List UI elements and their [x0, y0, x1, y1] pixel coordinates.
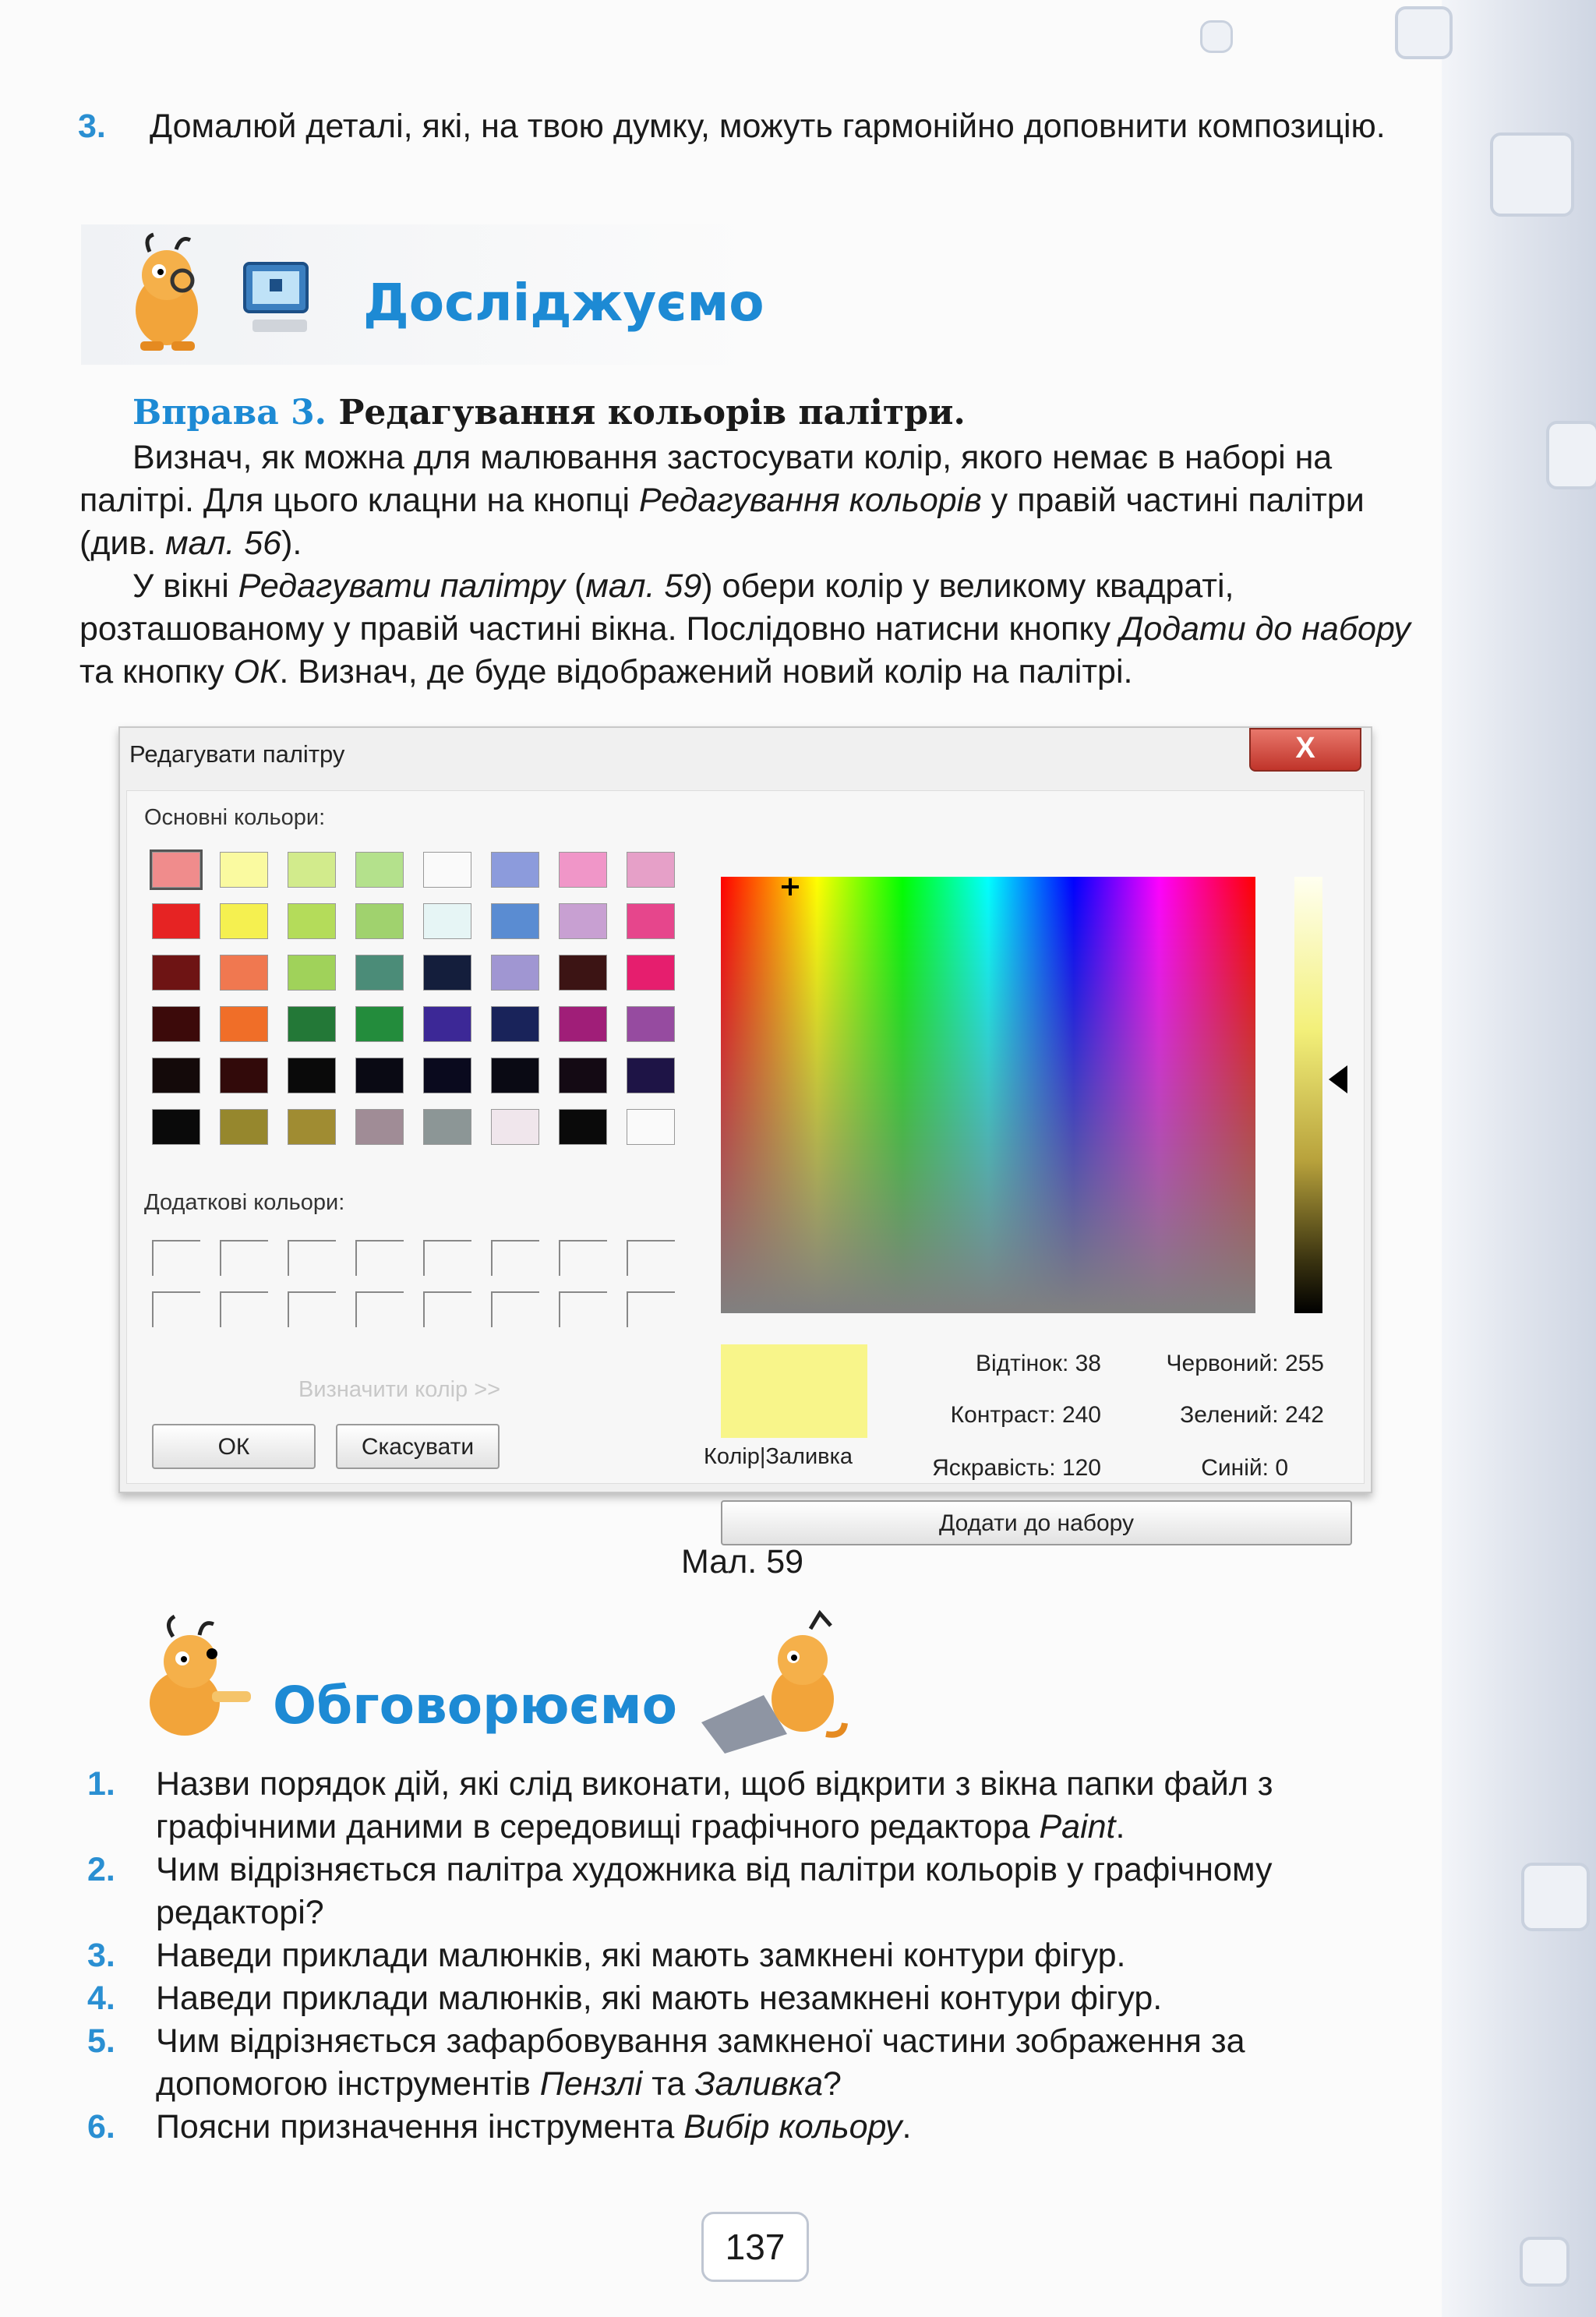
- exercise-block: [79, 390, 1412, 694]
- color-preview: [721, 1344, 867, 1438]
- dog-with-tablet-icon: [694, 1605, 857, 1754]
- basic-color-swatch[interactable]: [423, 955, 471, 991]
- custom-color-slot[interactable]: [627, 1291, 675, 1327]
- custom-color-slot[interactable]: [288, 1240, 336, 1276]
- basic-colors-label: Основні кольори:: [144, 805, 326, 830]
- section-title-explore: Досліджуємо: [363, 273, 764, 333]
- custom-colors-label: Додаткові кольори:: [144, 1190, 345, 1215]
- question-number: 5.: [87, 2022, 115, 2060]
- question-item: [87, 1849, 1420, 1934]
- basic-color-swatch[interactable]: [627, 1006, 675, 1042]
- custom-color-slot[interactable]: [152, 1240, 200, 1276]
- basic-color-swatch[interactable]: [627, 1109, 675, 1145]
- basic-color-swatch[interactable]: [423, 1109, 471, 1145]
- question-text: Назви порядок дій, які слід виконати, щоб відкрити з вікна папки файл з графічними даними в середовищі графічного редактора Paint.: [156, 1765, 1273, 1845]
- basic-color-swatch[interactable]: [559, 1058, 607, 1093]
- basic-color-swatch[interactable]: [491, 1006, 539, 1042]
- define-colors-button[interactable]: Визначити колір >>: [298, 1377, 501, 1402]
- explore-header: [81, 224, 764, 365]
- close-icon: X: [1295, 732, 1315, 765]
- basic-color-swatch[interactable]: [288, 1058, 336, 1093]
- red-value[interactable]: 255: [1284, 1351, 1324, 1376]
- basic-color-swatch[interactable]: [288, 1006, 336, 1042]
- square-decoration-icon: [1520, 2237, 1570, 2287]
- square-decoration-icon: [1521, 1863, 1590, 1931]
- dog-mascot-icon: [126, 1613, 259, 1746]
- task-number: 3.: [78, 108, 106, 145]
- exercise-title: Редагування кольорів палітри.: [338, 393, 966, 433]
- basic-color-swatch[interactable]: [491, 852, 539, 888]
- basic-color-swatch[interactable]: [355, 1109, 404, 1145]
- custom-color-slot[interactable]: [559, 1240, 607, 1276]
- basic-color-swatch[interactable]: [559, 903, 607, 939]
- basic-color-swatch[interactable]: [288, 1109, 336, 1145]
- basic-color-swatch[interactable]: [220, 955, 268, 991]
- luminance-value[interactable]: 120: [1061, 1455, 1101, 1481]
- question-item: [87, 1763, 1420, 1849]
- questions-list: [87, 1763, 1420, 2149]
- basic-color-swatch[interactable]: [152, 903, 200, 939]
- custom-color-slot[interactable]: [491, 1240, 539, 1276]
- basic-color-swatch[interactable]: [220, 1006, 268, 1042]
- dialog-title: Редагувати палітру: [129, 740, 345, 768]
- dialog-body: [126, 790, 1365, 1536]
- basic-color-swatch[interactable]: [627, 852, 675, 888]
- basic-color-swatch[interactable]: [627, 903, 675, 939]
- red-label: Червоний:: [1166, 1351, 1279, 1376]
- basic-color-swatch[interactable]: [152, 852, 200, 888]
- custom-color-slot[interactable]: [491, 1291, 539, 1327]
- basic-color-swatch[interactable]: [423, 903, 471, 939]
- question-text: Поясни призначення інструмента Вибір кольору.: [156, 2108, 912, 2146]
- crosshair-icon: [782, 878, 799, 895]
- question-item: [87, 1934, 1420, 1977]
- basic-color-swatch[interactable]: [491, 955, 539, 991]
- basic-color-swatch[interactable]: [220, 852, 268, 888]
- basic-color-swatch[interactable]: [559, 955, 607, 991]
- intro-task: [78, 105, 1418, 148]
- basic-color-swatch[interactable]: [152, 1109, 200, 1145]
- basic-color-swatch[interactable]: [288, 852, 336, 888]
- basic-color-swatch[interactable]: [423, 852, 471, 888]
- basic-color-swatch[interactable]: [491, 903, 539, 939]
- basic-color-swatch[interactable]: [627, 1058, 675, 1093]
- basic-color-swatch[interactable]: [491, 1109, 539, 1145]
- basic-color-swatch[interactable]: [355, 955, 404, 991]
- cancel-button[interactable]: Скасувати: [336, 1424, 500, 1469]
- question-item: [87, 1977, 1420, 2020]
- green-label: Зелений:: [1180, 1402, 1279, 1428]
- page-side-decoration: [1442, 0, 1596, 2317]
- basic-color-swatch[interactable]: [423, 1006, 471, 1042]
- section-title-discuss: Обговорюємо: [273, 1676, 677, 1736]
- custom-color-slot[interactable]: [627, 1240, 675, 1276]
- close-button[interactable]: [1249, 728, 1361, 772]
- custom-color-slot[interactable]: [220, 1240, 268, 1276]
- saturation-label: Контраст:: [950, 1402, 1056, 1428]
- question-text: Наведи приклади малюнків, які мають замкнені контури фігур.: [156, 1937, 1126, 1974]
- discuss-header: [117, 1605, 881, 1754]
- basic-color-swatch[interactable]: [423, 1058, 471, 1093]
- ok-button[interactable]: ОК: [152, 1424, 316, 1469]
- basic-color-swatch[interactable]: [220, 1109, 268, 1145]
- dog-mascot-icon: [112, 232, 229, 357]
- page-number: 137: [701, 2212, 809, 2282]
- question-text: Наведи приклади малюнків, які мають незамкнені контури фігур.: [156, 1980, 1163, 2017]
- hue-label: Відтінок:: [975, 1351, 1069, 1376]
- color-spectrum[interactable]: [721, 877, 1255, 1313]
- basic-color-swatch[interactable]: [288, 955, 336, 991]
- question-number: 4.: [87, 1980, 115, 2017]
- blue-value[interactable]: 0: [1275, 1455, 1288, 1481]
- basic-color-swatch[interactable]: [355, 903, 404, 939]
- question-number: 2.: [87, 1851, 115, 1888]
- custom-color-slot[interactable]: [559, 1291, 607, 1327]
- luminance-bar[interactable]: [1294, 877, 1322, 1313]
- edit-palette-dialog: [118, 726, 1372, 1536]
- green-value[interactable]: 242: [1284, 1402, 1324, 1428]
- basic-color-swatch[interactable]: [152, 955, 200, 991]
- exercise-paragraph-1: Визнач, як можна для малювання застосувати колір, якого немає в наборі на палітрі. Для цього клацни на кнопці Редагування кольорів у правій частині палітри (див. мал. 56).: [79, 439, 1365, 562]
- custom-color-slot[interactable]: [355, 1240, 404, 1276]
- basic-color-swatch[interactable]: [220, 1058, 268, 1093]
- basic-color-swatch[interactable]: [559, 1006, 607, 1042]
- custom-color-slot[interactable]: [288, 1291, 336, 1327]
- custom-color-slot[interactable]: [423, 1291, 471, 1327]
- question-number: 3.: [87, 1937, 115, 1974]
- basic-color-swatch[interactable]: [355, 1006, 404, 1042]
- custom-color-slot[interactable]: [220, 1291, 268, 1327]
- hue-value[interactable]: 38: [1075, 1351, 1101, 1376]
- basic-color-swatch[interactable]: [152, 1006, 200, 1042]
- basic-color-swatch[interactable]: [627, 955, 675, 991]
- square-decoration-icon: [1200, 20, 1233, 53]
- figure-caption: Мал. 59: [681, 1543, 804, 1581]
- square-decoration-icon: [1546, 421, 1596, 489]
- custom-color-slot[interactable]: [355, 1291, 404, 1327]
- square-decoration-icon: [1395, 6, 1453, 59]
- exercise-label: Вправа 3.: [132, 393, 327, 433]
- basic-color-swatch[interactable]: [220, 903, 268, 939]
- exercise-paragraph-2: У вікні Редагувати палітру (мал. 59) обери колір у великому квадраті, розташованому у правій частині вікна. Послідовно натисни кнопку Додати до набору та кнопку ОК. Визнач, де буде відображений новий колір на палітрі.: [79, 567, 1411, 691]
- question-number: 1.: [87, 1765, 115, 1803]
- color-fill-label: Колір|Заливка: [704, 1444, 853, 1469]
- question-text: Чим відрізняється палітра художника від палітри кольорів у графічному редакторі?: [156, 1851, 1273, 1931]
- basic-color-swatch[interactable]: [559, 1109, 607, 1145]
- add-to-custom-colors-button[interactable]: Додати до набору: [721, 1500, 1352, 1545]
- basic-color-swatch[interactable]: [355, 852, 404, 888]
- luminance-label: Яскравість:: [932, 1455, 1056, 1481]
- question-number: 6.: [87, 2108, 115, 2146]
- task-text: Домалюй деталі, які, на твою думку, можуть гармонійно доповнити композицію.: [150, 108, 1386, 145]
- saturation-value[interactable]: 240: [1061, 1402, 1101, 1428]
- basic-color-swatch[interactable]: [288, 903, 336, 939]
- basic-color-swatch[interactable]: [355, 1058, 404, 1093]
- custom-color-slot[interactable]: [152, 1291, 200, 1327]
- basic-color-swatch[interactable]: [152, 1058, 200, 1093]
- monitor-icon: [237, 256, 323, 341]
- blue-label: Синій:: [1201, 1455, 1269, 1481]
- luminance-slider-arrow-icon[interactable]: [1329, 1065, 1347, 1093]
- basic-color-swatch[interactable]: [559, 852, 607, 888]
- question-text: Чим відрізняється зафарбовування замкненої частини зображення за допомогою інструментів Пензлі та Заливка?: [156, 2022, 1245, 2103]
- custom-color-slot[interactable]: [423, 1240, 471, 1276]
- square-decoration-icon: [1490, 132, 1574, 217]
- question-item: [87, 2020, 1420, 2106]
- basic-color-swatch[interactable]: [491, 1058, 539, 1093]
- question-item: [87, 2106, 1420, 2149]
